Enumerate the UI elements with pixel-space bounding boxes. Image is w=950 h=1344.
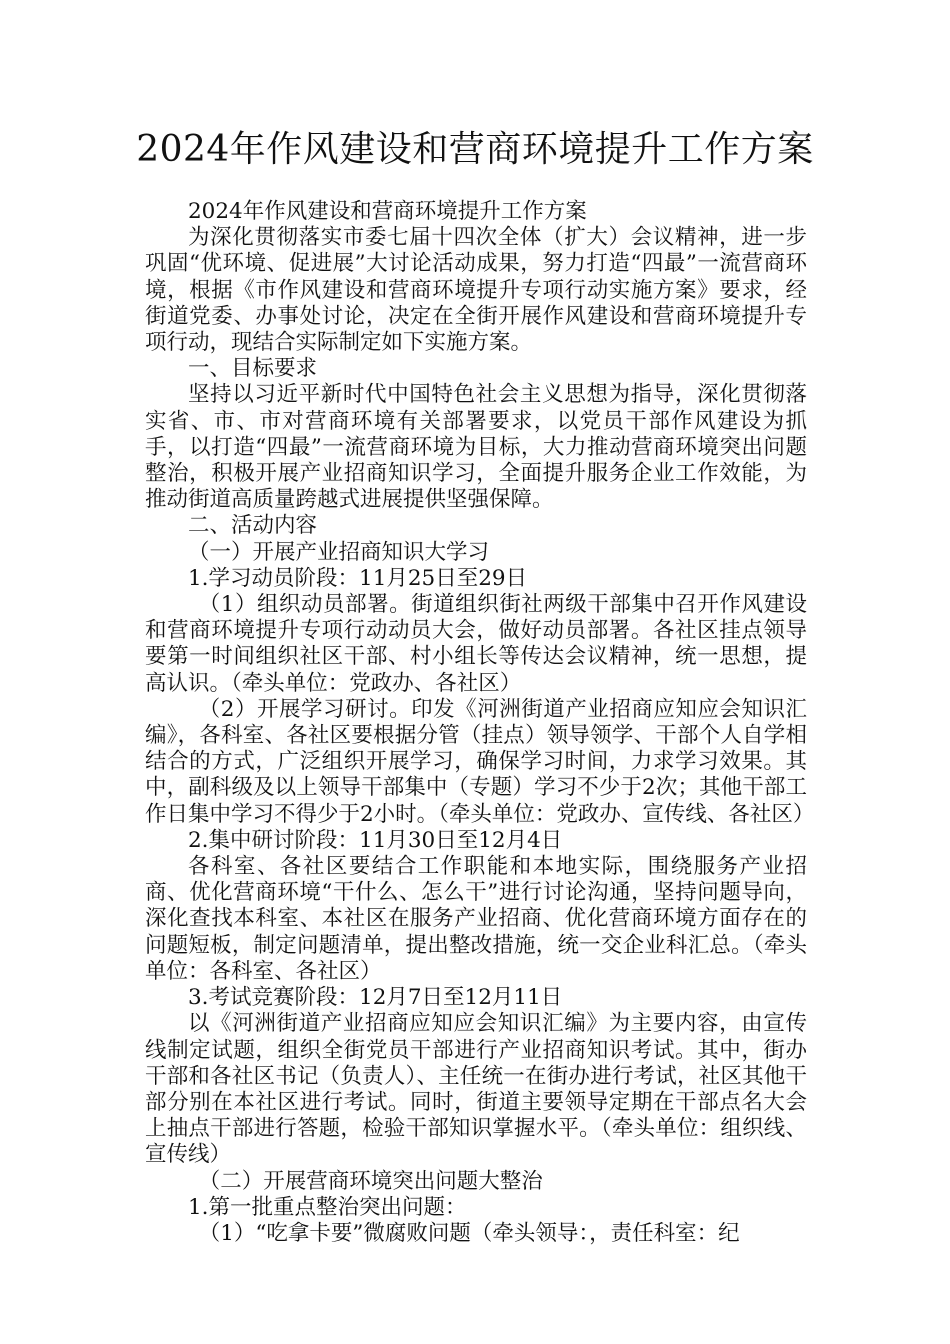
stage-heading-discussion: 2.集中研讨阶段：11月30日至12月4日 bbox=[188, 827, 563, 853]
paragraph-discussion: 各科室、各社区要结合工作职能和本地实际，围绕服务产业招商、优化营商环境“干什么、怎么干”进行讨论沟通，坚持问题导向，深化查找本科室、本社区在服务产业招商、优化营商环境方面存在的问题短板，制定问题清单，提出整改措施，统一交企业科汇总。（牵头单位：各科室、各社区） bbox=[145, 854, 807, 984]
section-heading-goals: 一、目标要求 bbox=[188, 356, 318, 382]
stage-heading-mobilization: 1.学习动员阶段：11月25日至29日 bbox=[188, 565, 528, 591]
section-heading-activities: 二、活动内容 bbox=[188, 513, 318, 539]
stage-heading-first-batch: 1.第一批重点整治突出问题： bbox=[188, 1194, 467, 1220]
subsection-heading-rectification: （二）开展营商环境突出问题大整治 bbox=[198, 1168, 543, 1194]
paragraph-exam: 以《河洲街道产业招商应知应会知识汇编》为主要内容，由宣传线制定试题，组织全街党员干部进行产业招商知识考试。其中，街办干部和各社区书记（负责人）、主任统一在街办进行考试，社区其他干部分别在本社区进行考试。同时，街道主要领导定期在干部点名大会上抽点干部进行答题，检验干部知识掌握水平。（牵头单位：组织线、宣传线） bbox=[145, 1011, 807, 1168]
paragraph-goals: 坚持以习近平新时代中国特色社会主义思想为指导，深化贯彻落实省、市、市对营商环境有关部署要求，以党员干部作风建设为抓手，以打造“四最”一流营商环境为目标，大力推动营商环境突出问题整治，积极开展产业招商知识学习，全面提升服务企业工作效能，为推动街道高质量跨越式进展提供坚强保障。 bbox=[145, 382, 807, 513]
paragraph-intro: 为深化贯彻落实市委七届十四次全体（扩大）会议精神，进一步巩固“优环境、促进展”大讨论活动成果，努力打造“四最”一流营商环境，根据《市作风建设和营商环境提升专项行动实施方案》要求，经街道党委、办事处讨论，决定在全街开展作风建设和营商环境提升专项行动，现结合实际制定如下实施方案。 bbox=[145, 225, 807, 356]
paragraph-study-seminar: （2）开展学习研讨。印发《河洲街道产业招商应知应会知识汇编》，各科室、各社区要根据分管（挂点）领导领学、干部个人自学相结合的方式，广泛组织开展学习，确保学习时间，力求学习效果。其中，副科级及以上领导干部集中（专题）学习不少于2次；其他干部工作日集中学习不得少于2小时。（牵头单位：党政办、宣传线、各社区） bbox=[145, 696, 815, 827]
paragraph-doc-heading: 2024年作风建设和营商环境提升工作方案 bbox=[188, 199, 587, 224]
paragraph-mobilization-deploy: （1）组织动员部署。街道组织街社两级干部集中召开作风建设和营商环境提升专项行动动员大会，做好动员部署。各社区挂点领导要第一时间组织社区干部、村小组长等传达会议精神，统一思想，提高认识。（牵头单位：党政办、各社区） bbox=[145, 592, 807, 696]
subsection-heading-study: （一）开展产业招商知识大学习 bbox=[188, 539, 490, 565]
stage-heading-exam: 3.考试竞赛阶段：12月7日至12月11日 bbox=[188, 985, 563, 1011]
document-title: 2024年作风建设和营商环境提升工作方案 bbox=[136, 129, 814, 170]
document-body bbox=[145, 199, 815, 1247]
paragraph-first-issue: （1）“吃拿卡要”微腐败问题（牵头领导：，责任科室：纪 bbox=[198, 1220, 740, 1246]
